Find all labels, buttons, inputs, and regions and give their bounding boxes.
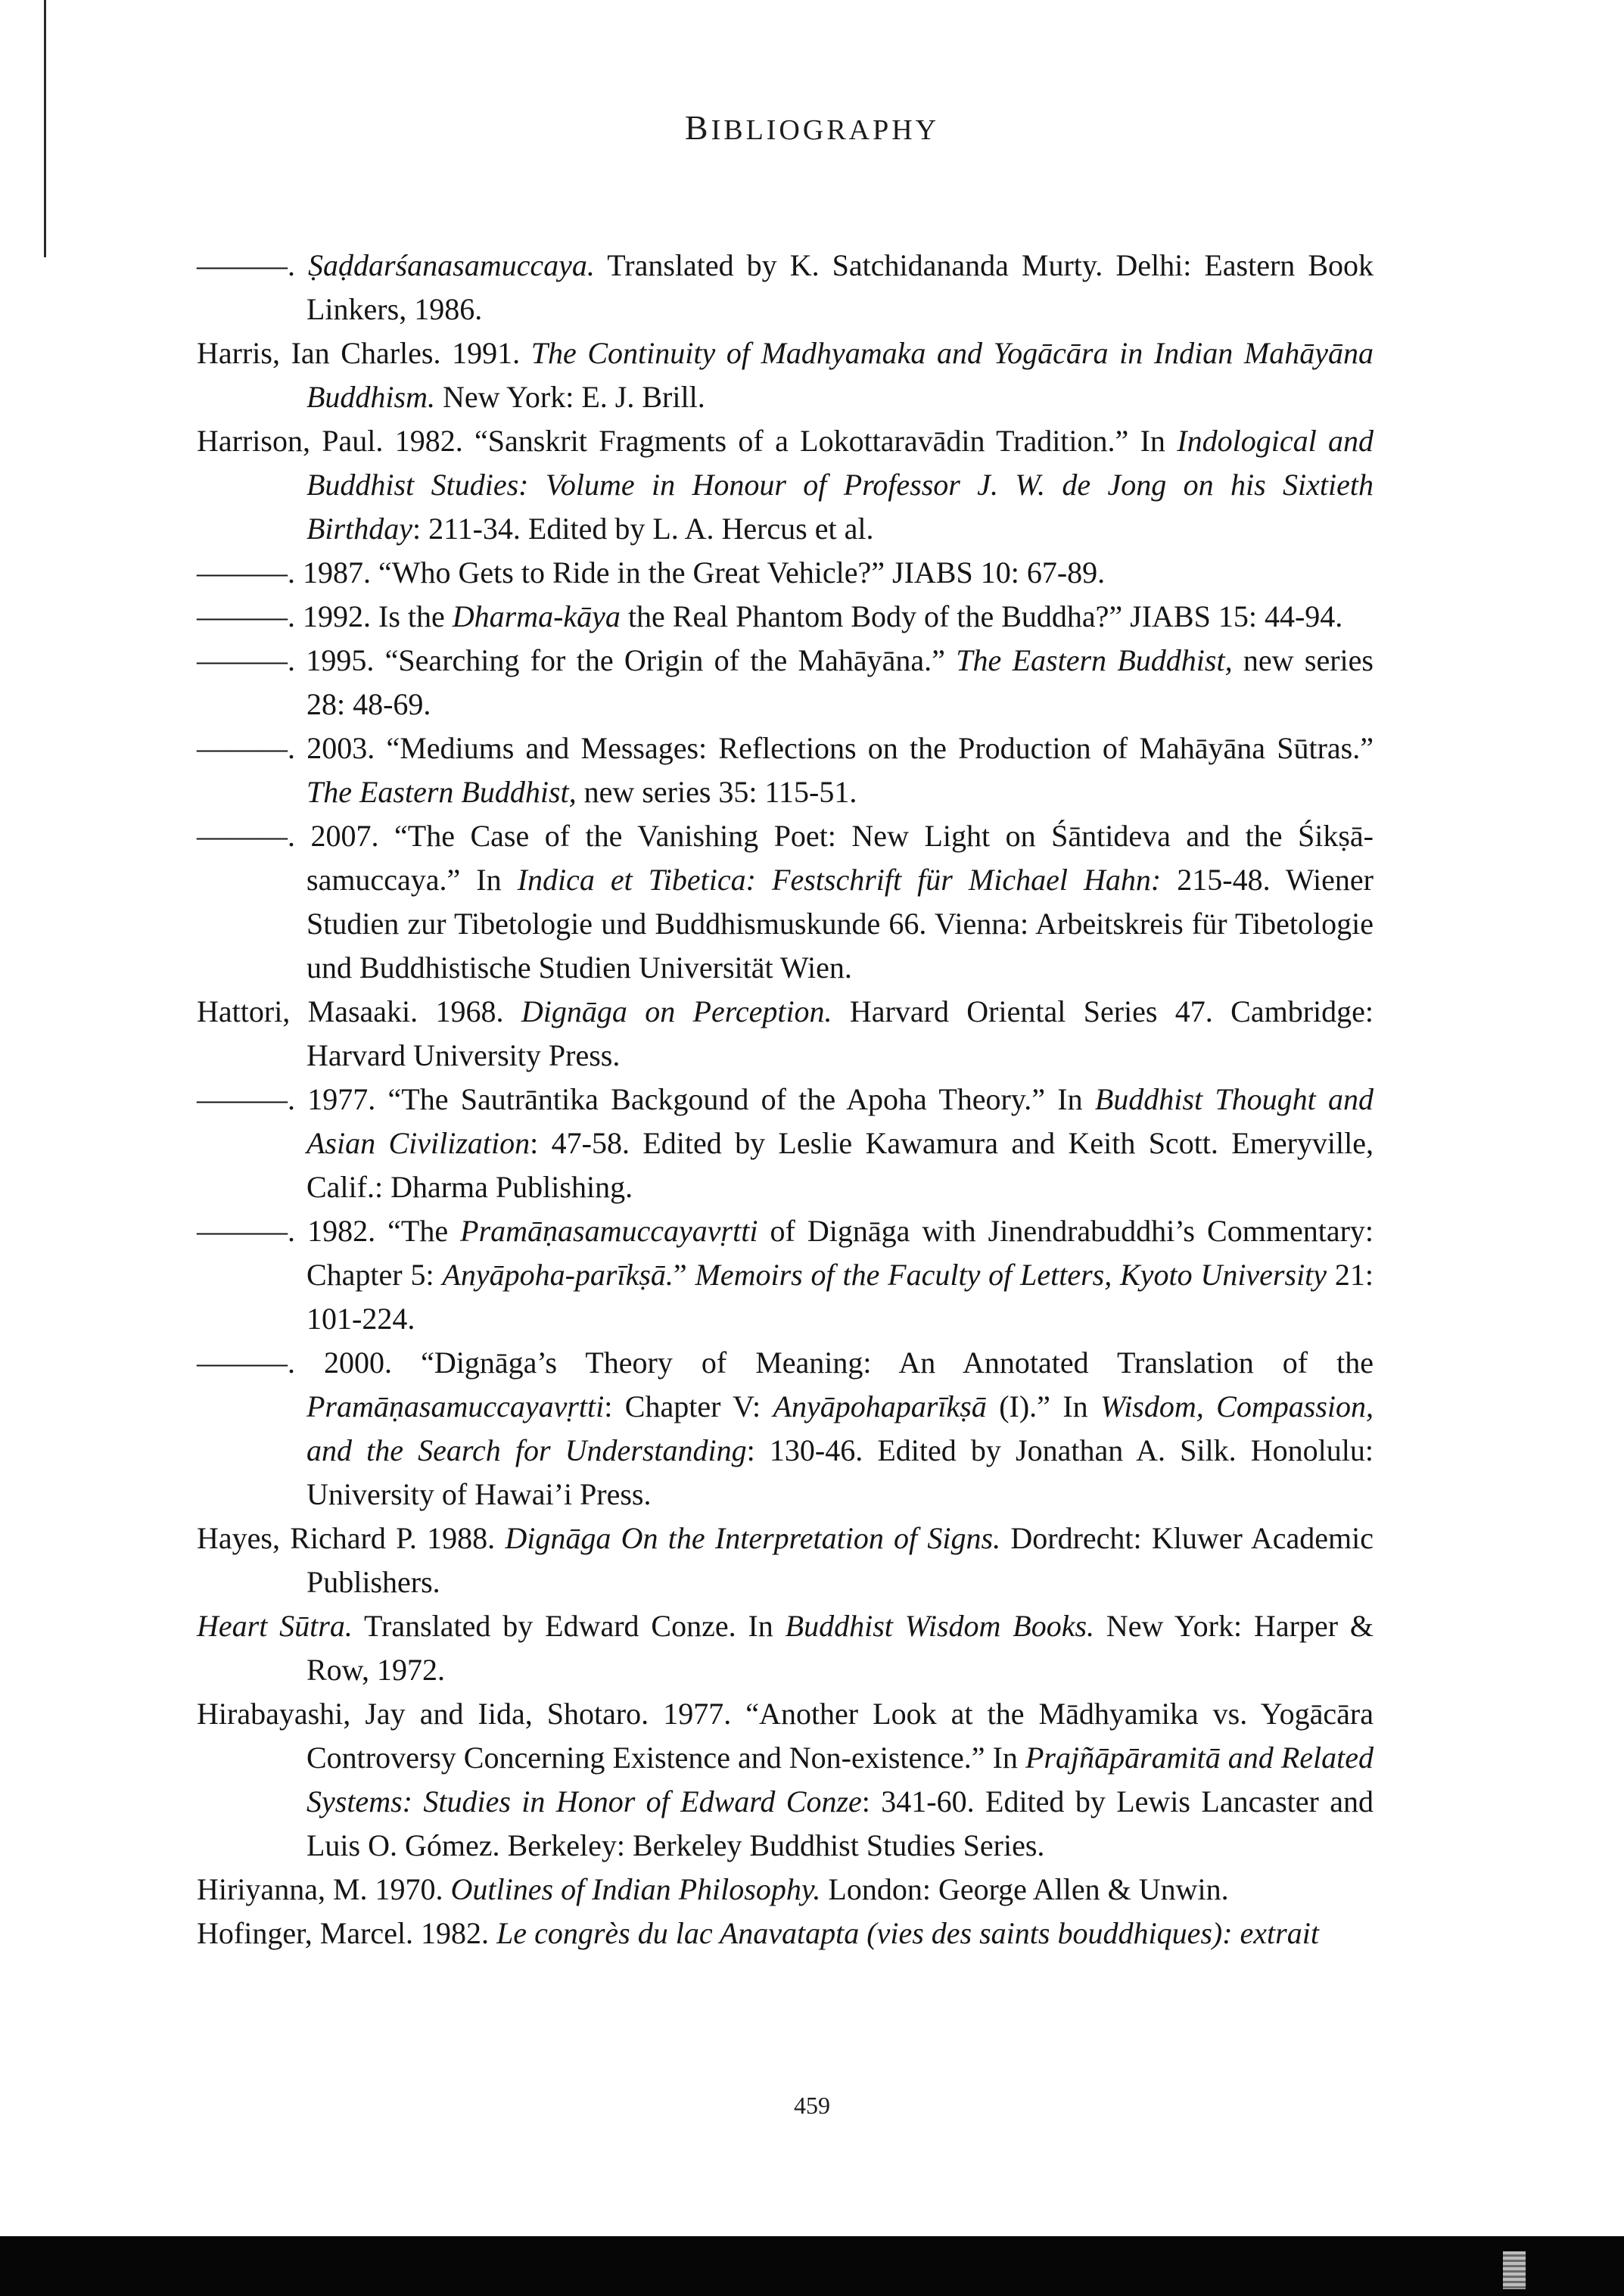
entry-title: Memoirs of the Faculty of Letters, Kyoto University: [695, 1258, 1327, 1292]
entry-text: Hirabayashi, Jay and Iida, Shotaro. 1977. “Another Look at the Mādhyamika vs. Yogācāra Controversy Concerning Existence and Non-existence.” In: [197, 1697, 1374, 1775]
entry-text: : 130-46. Edited by Jonathan A. Silk. Honolulu: University of Hawai’i Press.: [306, 1433, 1374, 1511]
entry-title: Heart Sūtra.: [197, 1609, 353, 1643]
entry-text: : Chapter V:: [604, 1389, 773, 1423]
bibliography-list: [197, 244, 1374, 1955]
entry-text: New York: Harper & Row, 1972.: [306, 1609, 1374, 1687]
entry-text: ———. 1995. “Searching for the Origin of the Mahāyāna.”: [197, 643, 957, 677]
entry-title: The Eastern Buddhist,: [956, 643, 1233, 677]
bib-entry-satchidananda: [197, 244, 1374, 331]
entry-title: Dharma-kāya: [452, 599, 621, 633]
bib-entry-hayes-1988: [197, 1517, 1374, 1604]
bib-entry-hattori-2000: [197, 1341, 1374, 1517]
entry-text: new series 35: 115-51.: [576, 775, 857, 809]
entry-text: of Dignāga with Jinendrabuddhi’s Commentary: Chapter 5:: [306, 1214, 1374, 1292]
entry-text: 215-48. Wiener Studien zur Tibetologie und Buddhismuskunde 66. Vienna: Arbeitskreis für Tibetologie und Buddhistische Studien Universität Wien.: [306, 863, 1374, 985]
running-head: [0, 107, 1624, 148]
entry-title: Ṣaḍdarśanasamuccaya.: [308, 248, 595, 282]
running-head-rest: IBLIOGRAPHY: [711, 114, 940, 146]
bib-entry-heart-sutra: [197, 1604, 1374, 1692]
bib-entry-harrison-2003: [197, 726, 1374, 814]
entry-text: Harris, Ian Charles. 1991.: [197, 336, 531, 370]
entry-text: Translated by K. Satchidananda Murty. Delhi: Eastern Book Linkers, 1986.: [306, 248, 1374, 326]
entry-text: : 211-34. Edited by L. A. Hercus et al.: [412, 512, 874, 546]
entry-text: Hofinger, Marcel. 1982.: [197, 1916, 497, 1950]
entry-text: ———. 1977. “The Sautrāntika Backgound of the Apoha Theory.” In: [197, 1082, 1095, 1116]
page-number: 459: [794, 2092, 830, 2119]
entry-title: Prajñāpāramitā and Related Systems: Studies in Honor of Edward Conze: [306, 1741, 1374, 1818]
entry-text: Hattori, Masaaki. 1968.: [197, 994, 521, 1028]
entry-text: Hayes, Richard P. 1988.: [197, 1521, 506, 1555]
bib-entry-hattori-1982: [197, 1209, 1374, 1341]
entry-text: the Real Phantom Body of the Buddha?” JIABS 15: 44-94.: [620, 599, 1343, 633]
entry-title: Indica et Tibetica: Festschrift für Michael Hahn:: [517, 863, 1162, 897]
scan-bottom-band: [0, 2236, 1624, 2296]
entry-text: ”: [673, 1258, 695, 1292]
entry-text: Harrison, Paul. 1982. “Sanskrit Fragments of a Lokottaravādin Tradition.” In: [197, 424, 1178, 458]
scan-corner-mark: [1503, 2251, 1526, 2289]
entry-text: New York: E. J. Brill.: [435, 380, 705, 414]
entry-text: Harvard Oriental Series 47. Cambridge: Harvard University Press.: [306, 994, 1374, 1072]
bib-entry-hattori-1977: [197, 1078, 1374, 1209]
entry-text: new series 28: 48-69.: [306, 643, 1374, 721]
bib-entry-harrison-1982: [197, 419, 1374, 551]
entry-text: Dordrecht: Kluwer Academic Publishers.: [306, 1521, 1374, 1599]
entry-text: ———. 1992. Is the: [197, 599, 453, 633]
entry-title: Pramāṇasamuccayavṛtti: [460, 1214, 758, 1248]
running-head-initial: B: [684, 108, 711, 147]
entry-text: 21: 101-224.: [306, 1258, 1374, 1336]
entry-title: Pramāṇasamuccayavṛtti: [306, 1389, 605, 1423]
bib-entry-harris-1991: [197, 331, 1374, 419]
entry-text: ———. 2003. “Mediums and Messages: Reflections on the Production of Mahāyāna Sūtras.”: [197, 731, 1374, 765]
entry-text: ———. 1982. “The: [197, 1214, 461, 1248]
entry-title: Le congrès du lac Anavatapta (vies des saints bouddhiques): extrait: [496, 1916, 1319, 1950]
entry-title: The Eastern Buddhist,: [306, 775, 577, 809]
entry-title: Indological and Buddhist Studies: Volume in Honour of Professor J. W. de Jong on his Sixtieth Birthday: [306, 424, 1374, 546]
entry-text: ———.: [197, 248, 309, 282]
entry-title: Buddhist Thought and Asian Civilization: [306, 1082, 1374, 1160]
entry-text: ———. 2007. “The Case of the Vanishing Poet: New Light on Śāntideva and the Śikṣā-samuccaya.” In: [197, 819, 1374, 897]
entry-title: Buddhist Wisdom Books.: [785, 1609, 1095, 1643]
bib-entry-hirabayashi-1977: [197, 1692, 1374, 1868]
entry-title: Anyāpohaparīkṣā: [773, 1389, 987, 1423]
entry-title: The Continuity of Madhyamaka and Yogācāra in Indian Mahāyāna Buddhism.: [306, 336, 1374, 414]
bib-entry-harrison-2007: [197, 814, 1374, 990]
entry-text: : 341-60. Edited by Lewis Lancaster and Luis O. Gómez. Berkeley: Berkeley Buddhist Studies Series.: [306, 1784, 1374, 1862]
bib-entry-harrison-1987: [197, 551, 1374, 595]
entry-title: Outlines of Indian Philosophy.: [450, 1872, 821, 1906]
bib-entry-hofinger-1982: [197, 1912, 1374, 1955]
entry-text: (I).” In: [986, 1389, 1101, 1423]
entry-text: Translated by Edward Conze. In: [352, 1609, 786, 1643]
entry-text: ———. 2000. “Dignāga’s Theory of Meaning: An Annotated Translation of the: [197, 1346, 1374, 1380]
entry-text: London: George Allen & Unwin.: [820, 1872, 1229, 1906]
bib-entry-hattori-1968: [197, 990, 1374, 1078]
entry-text: Hiriyanna, M. 1970.: [197, 1872, 451, 1906]
bib-entry-hiriyanna-1970: [197, 1868, 1374, 1912]
entry-text: : 47-58. Edited by Leslie Kawamura and Keith Scott. Emeryville, Calif.: Dharma Publishing.: [306, 1126, 1374, 1204]
entry-text: ———. 1987. “Who Gets to Ride in the Great Vehicle?” JIABS 10: 67-89.: [197, 555, 1106, 590]
entry-title: Dignāga On the Interpretation of Signs.: [505, 1521, 1001, 1555]
entry-title: Wisdom, Compassion, and the Search for Understanding: [306, 1389, 1374, 1467]
bib-entry-harrison-1992: [197, 595, 1374, 639]
entry-title: Anyāpoha-parīkṣā.: [442, 1258, 674, 1292]
entry-title: Dignāga on Perception.: [521, 994, 832, 1028]
bib-entry-harrison-1995: [197, 639, 1374, 726]
